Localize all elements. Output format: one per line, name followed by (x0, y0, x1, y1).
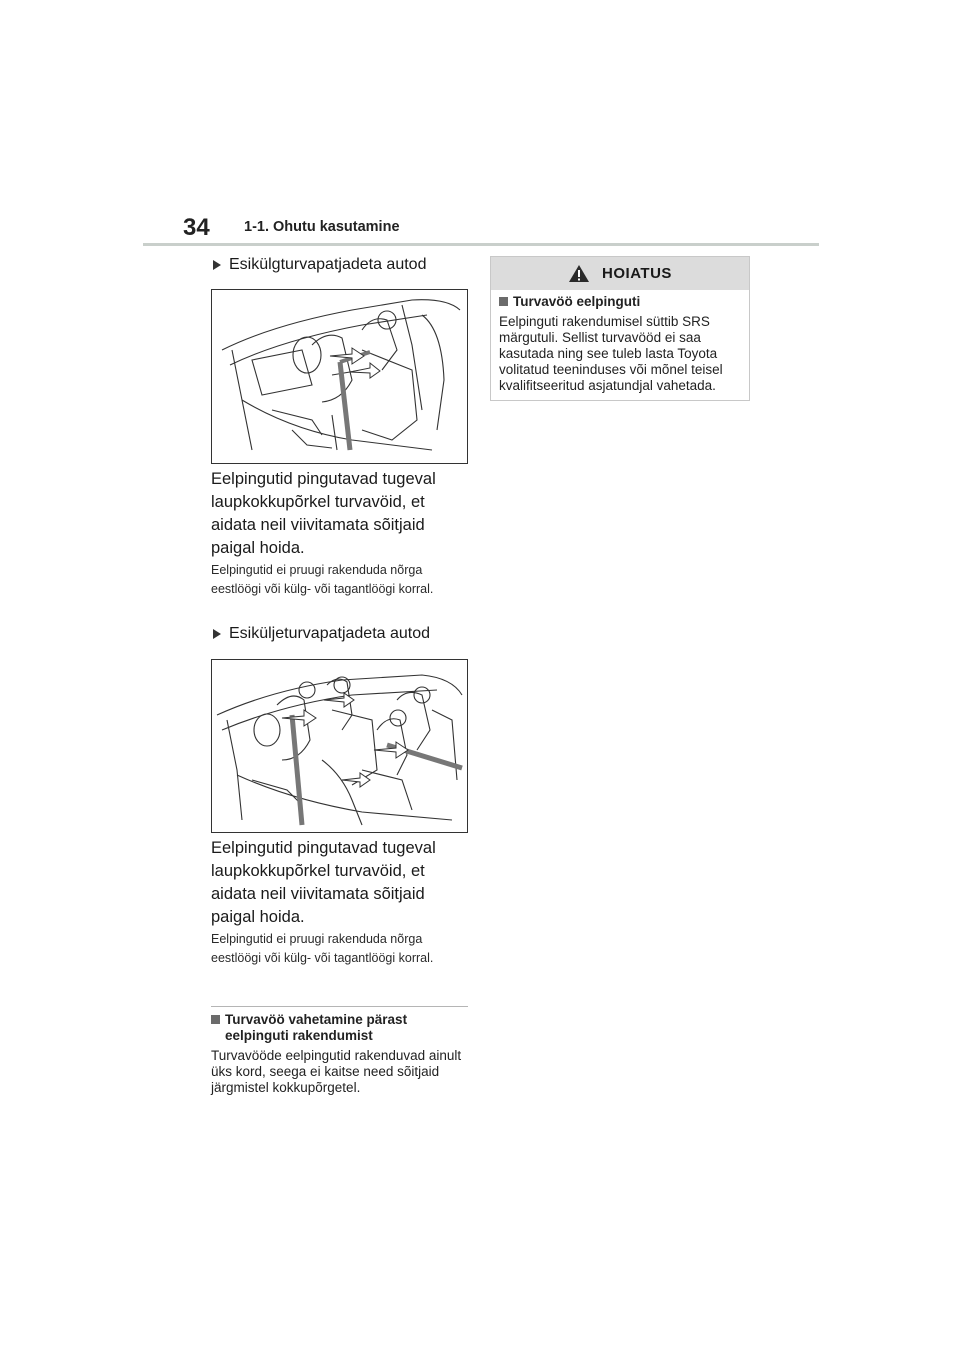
block1-description: Eelpingutid pingutavad tugeval laupkokkupõrkel turvavöid, et aidata neil viivitamata sõitjaid paigal hoida. (211, 470, 436, 557)
warning-header (491, 257, 749, 290)
subheading-front-side-airbags (213, 256, 426, 274)
header-rule (143, 243, 819, 246)
triangle-bullet-icon (213, 260, 221, 270)
subheading-curtain-airbags (213, 625, 430, 643)
section-title: 1-1. Ohutu kasutamine (244, 219, 400, 235)
subheading-text: Esikülgturvapatjadeta autod (229, 256, 427, 273)
car-interior-illustration (212, 290, 467, 463)
block2-note: Eelpingutid ei pruugi rakenduda nõrga eestlöögi või külg- või tagantlöögi korral. (211, 932, 434, 965)
replacement-heading-text: Turvavöö vahetamine pärast eelpinguti rakendumist (225, 1012, 408, 1043)
square-bullet-icon (211, 1015, 220, 1024)
figure-front-seat-pretensioner (211, 289, 468, 464)
car-interior-illustration (212, 660, 467, 832)
block2-description: Eelpingutid pingutavad tugeval laupkokkupõrkel turvavöid, et aidata neil viivitamata sõitjaid paigal hoida. (211, 839, 436, 926)
section-divider (211, 1006, 468, 1007)
warning-heading (499, 294, 741, 310)
warning-triangle-icon (568, 264, 590, 283)
warning-body (491, 290, 749, 394)
warning-text: Eelpinguti rakendumisel süttib SRS märgutuli. Sellist turvavööd ei saa kasutada ning see tuleb lasta Toyota volitatud teeninduses või mõnel teisel kvalifitseeritud asjatundjal vahetada. (499, 314, 723, 393)
subheading-text: Esiküljeturvapatjadeta autod (229, 625, 431, 642)
warning-heading-text: Turvavöö eelpinguti (513, 294, 641, 309)
replacement-heading (211, 1012, 451, 1044)
replacement-text: Turvavööde eelpingutid rakenduvad ainult üks kord, seega ei kaitse need sõitjaid järgmistel kokkupõrgetel. (211, 1048, 462, 1095)
triangle-bullet-icon (213, 629, 221, 639)
page-number: 34 (183, 214, 210, 241)
figure-front-rear-seat-pretensioner (211, 659, 468, 833)
warning-box (490, 256, 750, 401)
block1-note: Eelpingutid ei pruugi rakenduda nõrga eestlöögi või külg- või tagantlöögi korral. (211, 563, 434, 596)
warning-title: HOIATUS (602, 265, 672, 282)
square-bullet-icon (499, 297, 508, 306)
